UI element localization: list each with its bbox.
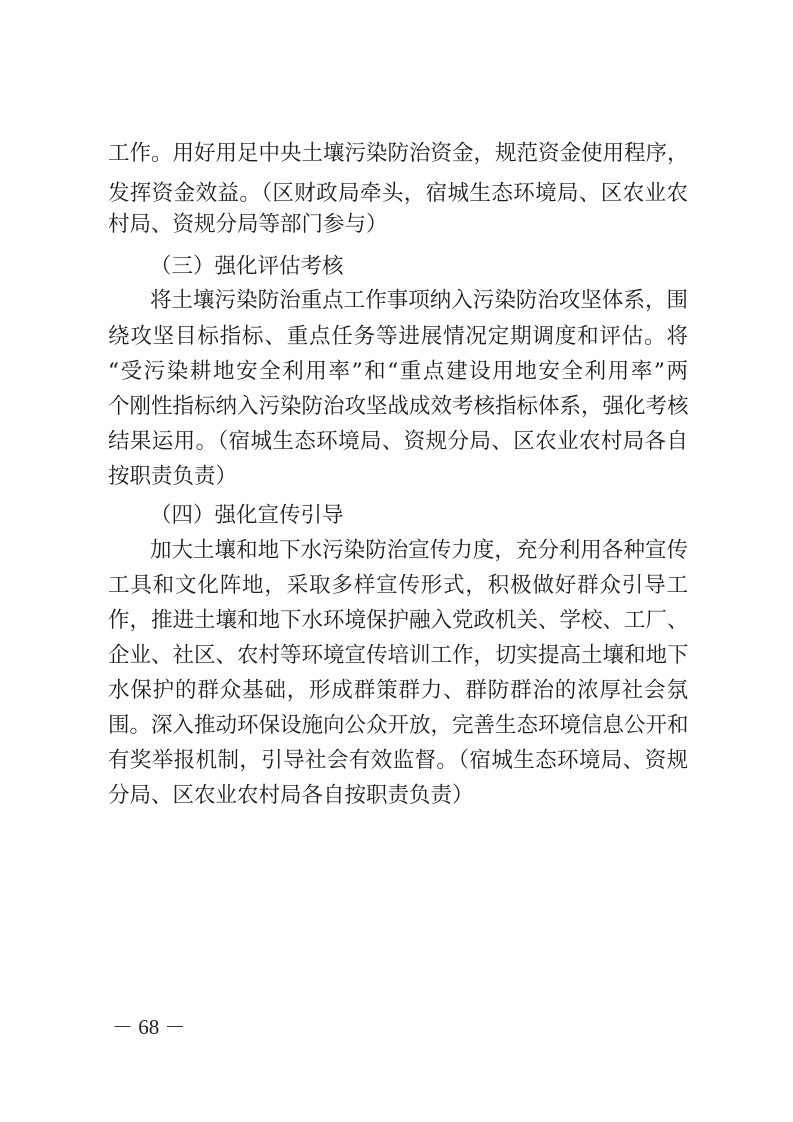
section-heading: （三）强化评估考核 (150, 254, 344, 279)
paragraph-line: 工具和文化阵地，采取多样宣传形式，积极做好群众引导工 (108, 573, 688, 598)
paragraph-line: 发挥资金效益。（区财政局牵头，宿城生态环境局、区农业农 (108, 181, 688, 206)
paragraph-line: 水保护的群众基础，形成群策群力、群防群治的浓厚社会氛 (108, 678, 688, 703)
paragraph-line: 有奖举报机制，引导社会有效监督。（宿城生态环境局、资规 (108, 748, 688, 773)
page-number: － 68 － (112, 1015, 186, 1039)
paragraph-line: 结果运用。（宿城生态环境局、资规分局、区农业农村局各自 (108, 429, 688, 454)
paragraph-line: 分局、区农业农村局各自按职责负责） (108, 783, 474, 808)
paragraph-line: 村局、资规分局等部门参与） (108, 212, 388, 237)
paragraph-line: “受污染耕地安全利用率”和“重点建设用地安全利用率”两 (108, 359, 688, 384)
paragraph-line: 作，推进土壤和地下水环境保护融入党政机关、学校、工厂、 (108, 608, 689, 633)
paragraph-line: 围。深入推动环保设施向公众开放，完善生态环境信息公开和 (108, 713, 689, 738)
section-heading: （四）强化宣传引导 (150, 503, 344, 528)
paragraph-line: 按职责负责） (108, 464, 238, 489)
paragraph-line: 个刚性指标纳入污染防治攻坚战成效考核指标体系，强化考核 (108, 394, 689, 419)
paragraph-line: 将土壤污染防治重点工作事项纳入污染防治攻坚体系，围 (150, 288, 688, 313)
paragraph-line: 绕攻坚目标指标、重点任务等进展情况定期调度和评估。将 (108, 324, 688, 349)
paragraph-line: 工作。用好用足中央土壤污染防治资金，规范资金使用程序， (108, 141, 689, 166)
paragraph-line: 加大土壤和地下水污染防治宣传力度，充分利用各种宣传 (150, 538, 688, 563)
paragraph-line: 企业、社区、农村等环境宣传培训工作，切实提高土壤和地下 (108, 643, 689, 668)
